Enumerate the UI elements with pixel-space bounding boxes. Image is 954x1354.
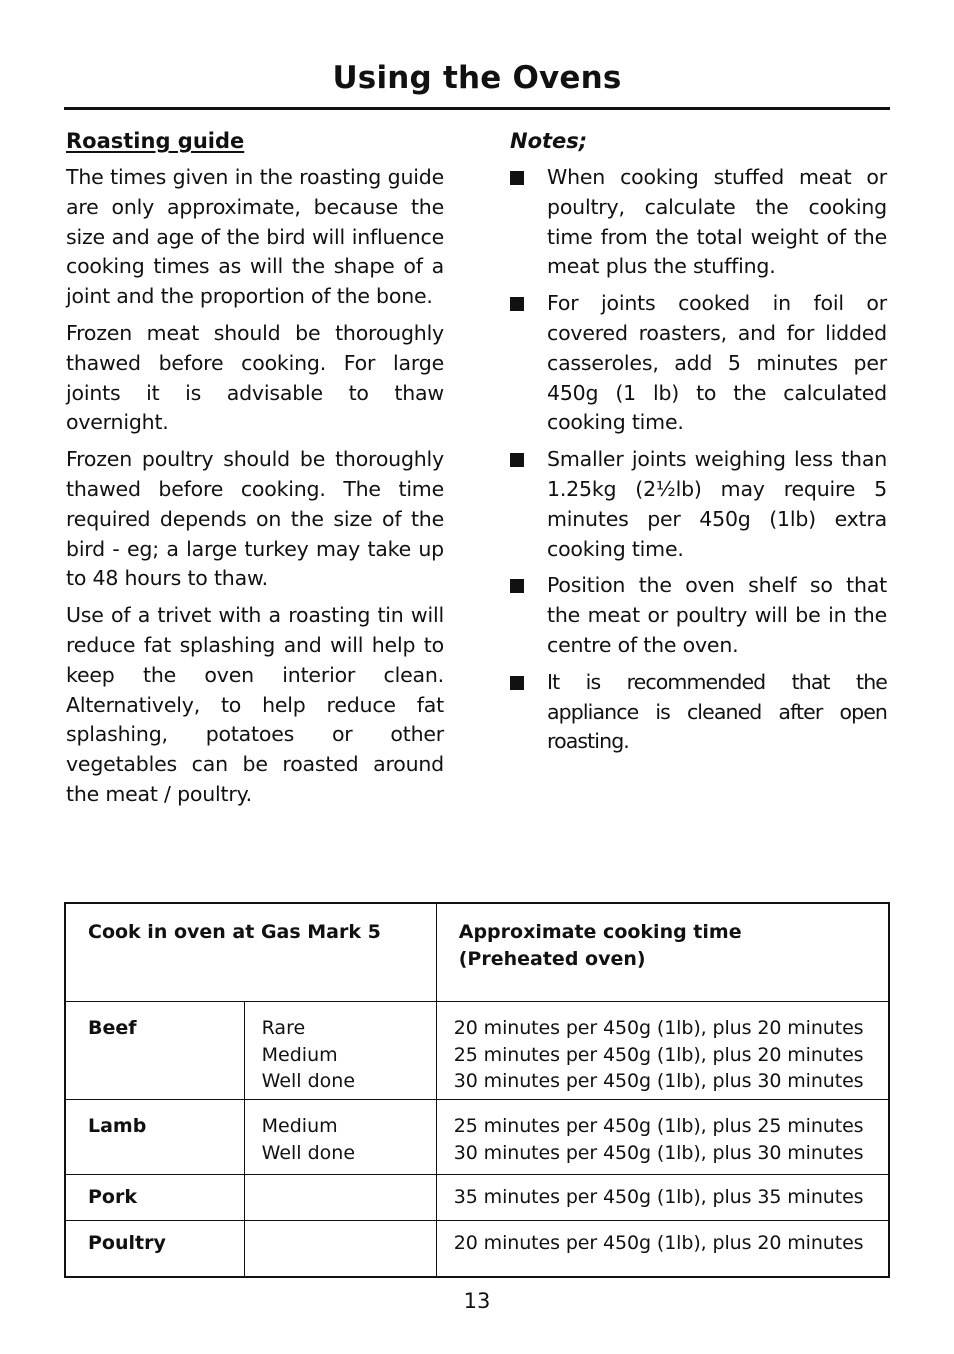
time-cell: [436, 1221, 889, 1277]
meat-cell: Pork: [65, 1175, 244, 1221]
doneness-value: Medium: [261, 1115, 338, 1137]
page-title: Using the Ovens: [332, 60, 622, 96]
header-preheated-line: (Preheated oven): [458, 948, 646, 970]
meat-cell: Lamb: [65, 1100, 244, 1175]
note-item: [510, 289, 887, 438]
time-value: 20 minutes per 450g (1lb), plus 20 minutes: [453, 1232, 864, 1254]
doneness-cell: [244, 1100, 436, 1175]
square-bullet-icon: [510, 453, 524, 467]
page-number: 13: [463, 1289, 491, 1313]
time-cell: [436, 1100, 889, 1175]
doneness-value: Well done: [261, 1070, 356, 1093]
note-item: [510, 571, 887, 660]
note-item: [510, 668, 887, 757]
header-cooking-time-line: Approximate cooking time: [458, 921, 742, 943]
doneness-value: Well done: [261, 1141, 356, 1164]
notes-column: [510, 126, 887, 764]
note-text: It is recommended that the appliance is cleaned after open roasting.: [547, 669, 887, 754]
guide-paragraph: Use of a trivet with a roasting tin will reduce fat splashing and will help to keep the oven interior clean. Alternatively, to help reduce fat splashing, potatoes or other vegetables can be roasted around the meat / poultry.: [66, 603, 444, 806]
roasting-guide-heading: Roasting guide: [66, 129, 245, 153]
square-bullet-icon: [510, 676, 524, 690]
notes-heading: Notes;: [510, 129, 588, 153]
meat-cell: Beef: [65, 1002, 244, 1100]
time-cell: [436, 1175, 889, 1221]
doneness-value: Rare: [261, 1017, 306, 1039]
table-header-row: [65, 903, 889, 1002]
doneness-value: Medium: [261, 1043, 338, 1066]
doneness-cell: [244, 1002, 436, 1100]
title-divider: [64, 107, 890, 110]
note-item: [510, 445, 887, 564]
table-row: [65, 1175, 889, 1221]
square-bullet-icon: [510, 579, 524, 593]
table-row: [65, 1002, 889, 1100]
time-cell: [436, 1002, 889, 1100]
time-value: 25 minutes per 450g (1lb), plus 25 minutes: [453, 1115, 864, 1137]
header-gas-mark-text: Cook in oven at Gas Mark 5: [88, 921, 381, 943]
time-value: 20 minutes per 450g (1lb), plus 20 minutes: [453, 1017, 864, 1039]
square-bullet-icon: [510, 171, 524, 185]
time-value: 25 minutes per 450g (1lb), plus 20 minutes: [453, 1043, 864, 1066]
note-text: Smaller joints weighing less than 1.25kg (2½lb) may require 5 minutes per 450g (1lb) extra cooking time.: [547, 447, 887, 561]
table-row: [65, 1100, 889, 1175]
doneness-cell: [244, 1221, 436, 1277]
roasting-guide-column: [66, 126, 444, 817]
table-row: [65, 1221, 889, 1277]
square-bullet-icon: [510, 297, 524, 311]
meat-cell: Poultry: [65, 1221, 244, 1277]
header-gas-mark: [65, 903, 436, 1002]
header-cooking-time: [436, 903, 889, 1002]
note-text: Position the oven shelf so that the meat or poultry will be in the centre of the oven.: [547, 573, 887, 657]
cooking-time-table: [64, 902, 890, 1278]
doneness-cell: [244, 1175, 436, 1221]
note-text: When cooking stuffed meat or poultry, calculate the cooking time from the total weight of the meat plus the stuffing.: [547, 165, 887, 279]
guide-paragraph: Frozen poultry should be thoroughly thawed before cooking. The time required depends on the size of the bird - eg; a large turkey may take up to 48 hours to thaw.: [66, 447, 444, 591]
note-text: For joints cooked in foil or covered roasters, and for lidded casseroles, add 5 minutes per 450g (1 lb) to the calculated cooking time.: [547, 291, 887, 435]
time-value: 35 minutes per 450g (1lb), plus 35 minutes: [453, 1186, 864, 1208]
note-item: [510, 163, 887, 282]
time-value: 30 minutes per 450g (1lb), plus 30 minutes: [453, 1141, 864, 1164]
guide-paragraph: The times given in the roasting guide are only approximate, because the size and age of the bird will influence cooking times as will the shape of a joint and the proportion of the bone.: [66, 165, 444, 309]
time-value: 30 minutes per 450g (1lb), plus 30 minutes: [453, 1070, 864, 1093]
guide-paragraph: Frozen meat should be thoroughly thawed before cooking. For large joints it is advisable to thaw overnight.: [66, 320, 444, 435]
